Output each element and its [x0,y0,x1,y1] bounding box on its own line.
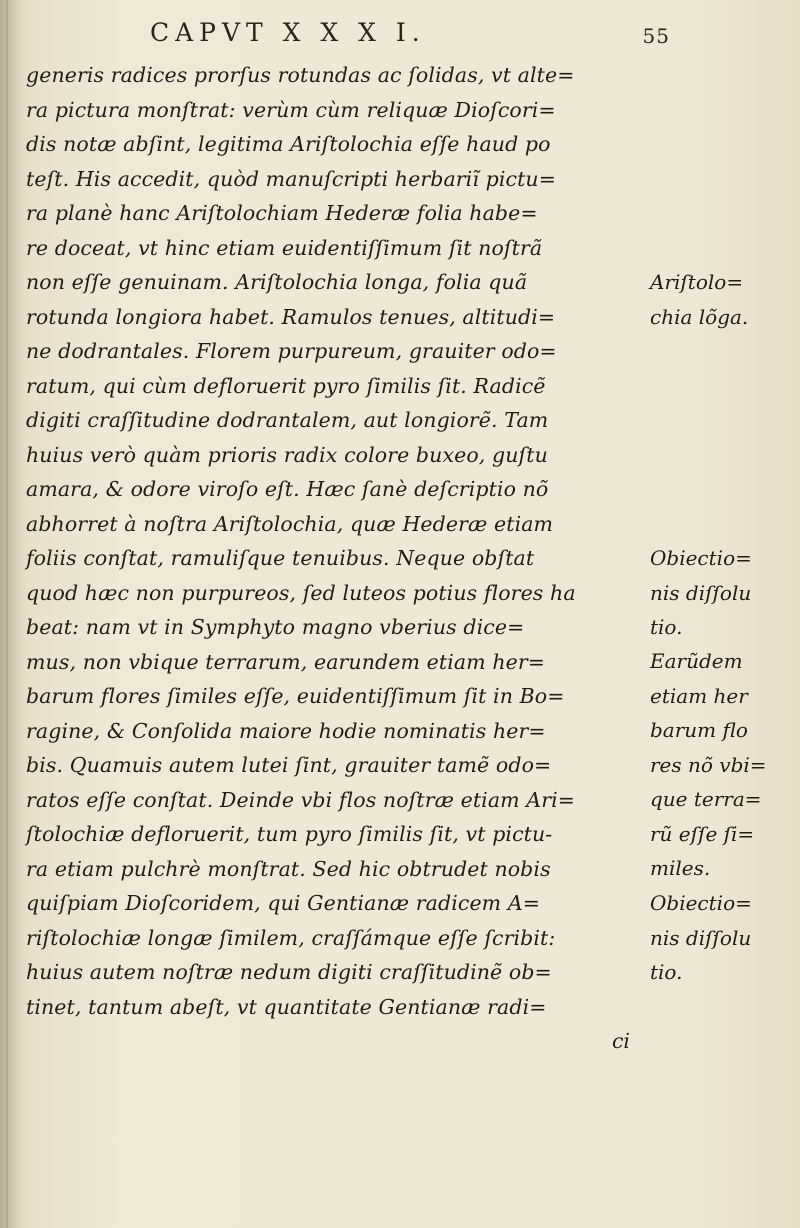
text-line: non eſſe genuinam. Ariſtolochia longa, folia quã [26,270,528,294]
text-line: riſtolochiæ longæ ſimilem, craſſámque eſſe ſcribit: [26,925,556,950]
margin-note-line: barum flo [650,718,748,742]
running-head [150,14,670,54]
text-line: re doceat, vt hinc etiam euidentiſſimum ſit noſtrã [26,235,543,260]
text-line: teſt. His accedit, quòd manuſcripti herbariĩ pictu= [26,166,556,191]
text-line: barum flores ſimiles eſſe, euidentiſſimum ſit in Bo= [26,684,565,708]
gutter-shadow [0,0,22,1228]
margin-note-line: que terra= [650,787,762,811]
text-line: quod hæc non purpureos, ſed luteos potius flores ha [26,580,576,605]
margin-note-line: res nõ vbi= [650,752,767,777]
margin-note-line: Obiectio= [650,891,752,915]
text-line: abhorret à noſtra Ariſtolochia, quæ Hederæ etiam [26,511,554,536]
margin-note-line: rũ eſſe ſi= [650,821,755,846]
text-line: ratos eſſe conſtat. Deinde vbi flos noſtræ etiam Ari= [26,787,576,812]
text-line: ra etiam pulchrè monſtrat. Sed hic obtrudet nobis [26,856,551,881]
text-line: rotunda longiora habet. Ramulos tenues, altitudi= [26,304,556,329]
text-line: beat: nam vt in Symphyto magno vberius dice= [26,615,525,639]
text-line: ra pictura monſtrat: verùm cùm reliquæ Dioſcori= [26,97,556,122]
text-line: tinet, tantum abeſt, vt quantitate Gentianæ radi= [26,994,547,1019]
text-line: ra planè hanc Ariſtolochiam Hederæ folia habe= [26,201,538,225]
text-line: huius verò quàm prioris radix colore buxeo, guſtu [26,442,548,467]
margin-note-line: Ariſtolo= [650,270,744,294]
margin-note-line: nis diſſolu [650,925,752,950]
margin-note-line: tio. [650,960,683,984]
margin-note-line: Obiectio= [650,546,752,570]
margin-note-line: chia lõga. [650,304,749,329]
page-edge-line [6,0,8,1228]
text-line: dis notæ abſint, legitima Ariſtolochia eſſe haud po [26,132,551,156]
margin-note-line: etiam her [650,683,748,708]
main-text-block [26,58,646,1059]
chapter-heading: CAPVT X X X I. [150,18,426,47]
margin-note-line: Earũdem [650,649,743,673]
text-line: ragine, & Conſolida maiore hodie nominatis her= [26,718,546,743]
margin-note-earundem [650,644,767,886]
text-line: digiti craſſitudine dodrantalem, aut longiorẽ. Tam [26,408,549,432]
text-line: mus, non vbique terrarum, earundem etiam her= [26,649,546,674]
catchword: ci [611,1029,630,1053]
text-line: ratum, qui cùm defloruerit pyro ſimilis ſit. Radicẽ [26,373,546,398]
text-line: ne dodrantales. Florem purpureum, grauiter odo= [26,339,557,363]
margin-note-aristolochia-longa [650,265,748,334]
margin-note-line: tio. [650,615,683,639]
text-line: quiſpiam Dioſcoridem, qui Gentianæ radicem A= [26,891,541,915]
text-line: huius autem noſtræ nedum digiti craſſitudinẽ ob= [26,960,552,984]
text-line: ſtolochiæ defloruerit, tum pyro ſimilis ſit, vt pictu- [26,822,553,846]
text-line: bis. Quamuis autem lutei ſint, grauiter tamẽ odo= [26,753,552,777]
margin-note-line: nis diſſolu [650,580,752,605]
text-line: foliis conſtat, ramuliſque tenuibus. Neque obſtat [26,546,535,570]
margin-note-objection-2 [650,886,752,990]
margin-note-line: miles. [650,856,711,880]
text-line: generis radices prorſus rotundas ac ſolidas, vt alte= [26,63,575,87]
text-line: amara, & odore viroſo eſt. Hæc ſanè deſcriptio nõ [26,477,549,501]
page-number: 55 [642,24,670,48]
margin-note-objection-1 [650,541,752,645]
